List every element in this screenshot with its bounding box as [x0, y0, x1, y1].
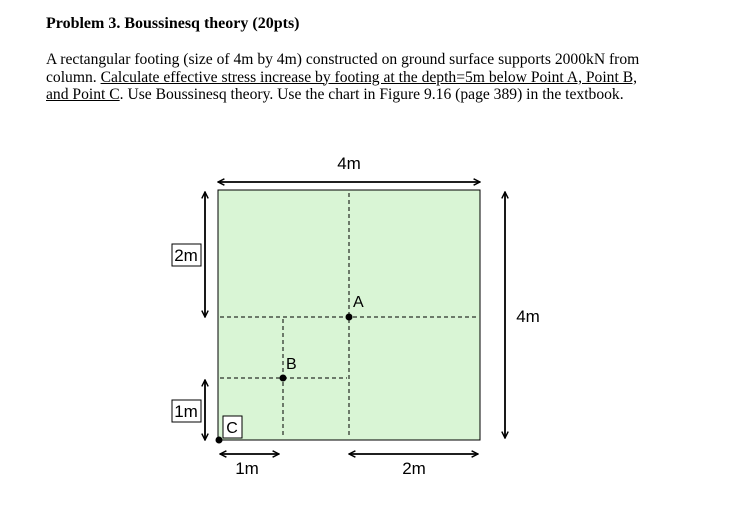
statement-line-2-underlined: Calculate effective stress increase by footing at the depth=5m below Point A, Point B,	[100, 68, 637, 86]
dim-label-bottom-right: 2m	[402, 459, 426, 478]
point-b-label: B	[286, 356, 297, 373]
statement-line-3-plain: . Use Boussinesq theory. Use the chart in Figure 9.16 (page 389) in the textbook.	[119, 86, 624, 103]
dim-label-right: 4m	[516, 307, 540, 326]
dim-label-top: 4m	[337, 154, 361, 173]
point-c-dot	[216, 437, 223, 444]
point-b-dot	[280, 375, 287, 382]
point-c-label: C	[226, 420, 238, 437]
statement-line-2-plain: column.	[46, 68, 101, 86]
dim-label-bottom-left: 1m	[235, 459, 259, 478]
dim-label-left-upper: 2m	[174, 246, 198, 265]
point-a-label: A	[353, 294, 364, 311]
dim-label-left-lower: 1m	[174, 402, 198, 421]
problem-title: Problem 3. Boussinesq theory (20pts)	[46, 15, 300, 32]
statement-line-1: A rectangular footing (size of 4m by 4m) constructed on ground surface supports 2000kN from	[46, 51, 640, 68]
statement-line-3-underlined: and Point C	[46, 86, 120, 103]
point-a-dot	[346, 314, 353, 321]
